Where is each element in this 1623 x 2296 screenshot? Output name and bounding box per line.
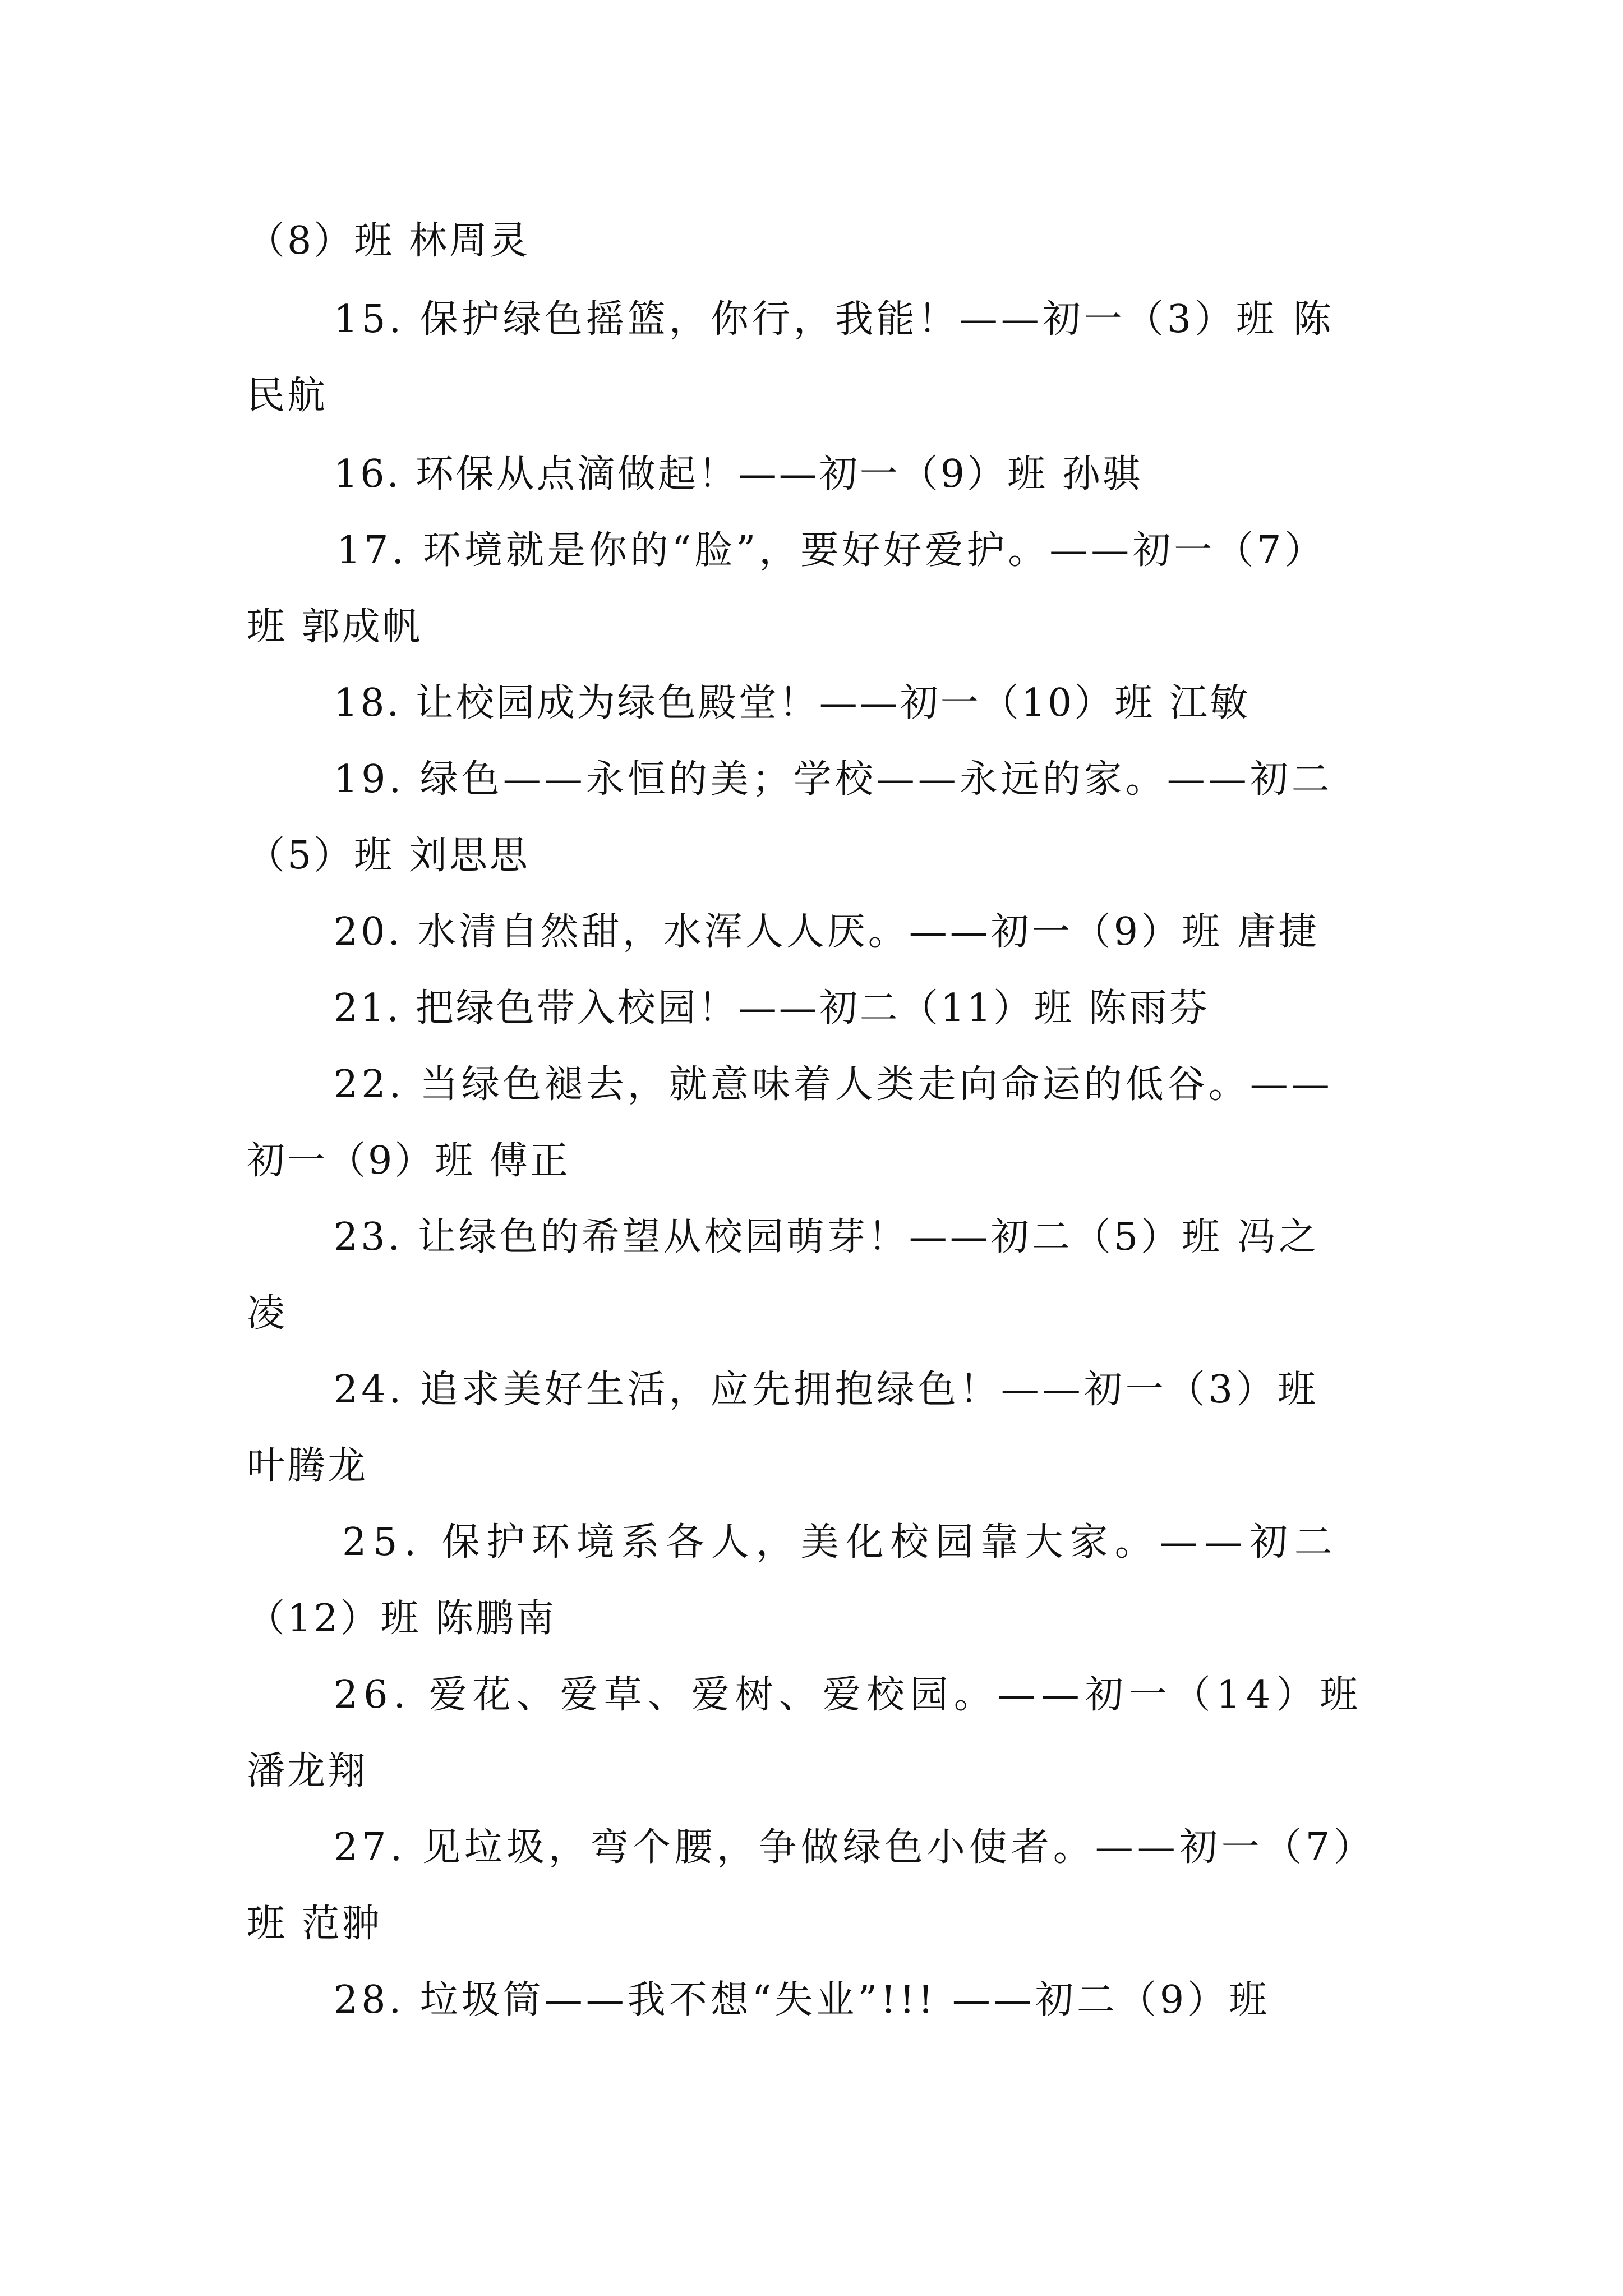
text-line: 21. 把绿色带入校园！——初二（11）班 陈雨芬	[334, 986, 1210, 1030]
text-line: 25. 保护环境系各人，美化校园靠大家。——初二	[342, 1520, 1339, 1565]
text-line: 初一（9）班 傅正	[247, 1139, 570, 1183]
text-line: 20. 水清自然甜，水浑人人厌。——初一（9）班 唐捷	[334, 910, 1320, 954]
text-line: 16. 环保从点滴做起！——初一（9）班 孙骐	[334, 452, 1143, 496]
text-line: 凌	[247, 1291, 288, 1336]
text-line: 27. 见垃圾，弯个腰，争做绿色小使者。——初一（7）	[334, 1825, 1376, 1870]
text-line: 22. 当绿色褪去，就意味着人类走向命运的低谷。——	[334, 1062, 1333, 1107]
text-line: 民航	[247, 374, 328, 418]
text-line: 19. 绿色——永恒的美；学校——永远的家。——初二	[334, 757, 1333, 802]
text-line: 叶腾龙	[247, 1444, 368, 1488]
text-line: 班 范翀	[247, 1902, 382, 1946]
text-line: 18. 让校园成为绿色殿堂！——初一（10）班 江敏	[334, 681, 1250, 725]
text-line: （5）班 刘思思	[247, 834, 530, 878]
text-line: （12）班 陈鹏南	[247, 1596, 557, 1641]
text-line: 15. 保护绿色摇篮，你行，我能！——初一（3）班 陈	[334, 297, 1335, 342]
text-line: 17. 环境就是你的“脸”，要好好爱护。——初一（7）	[336, 528, 1326, 573]
text-line: 班 郭成帆	[247, 605, 423, 649]
text-line: （8）班 林周灵	[247, 219, 530, 263]
text-line: 潘龙翔	[247, 1749, 368, 1793]
text-line: 28. 垃圾筒——我不想“失业”!!! ——初二（9）班	[334, 1978, 1271, 2022]
text-line: 24. 追求美好生活，应先拥抱绿色！——初一（3）班	[334, 1368, 1320, 1412]
text-line: 26. 爱花、爱草、爱树、爱校园。——初一（14）班	[334, 1673, 1364, 1717]
text-line: 23. 让绿色的希望从校园萌芽！——初二（5）班 冯之	[334, 1215, 1320, 1259]
